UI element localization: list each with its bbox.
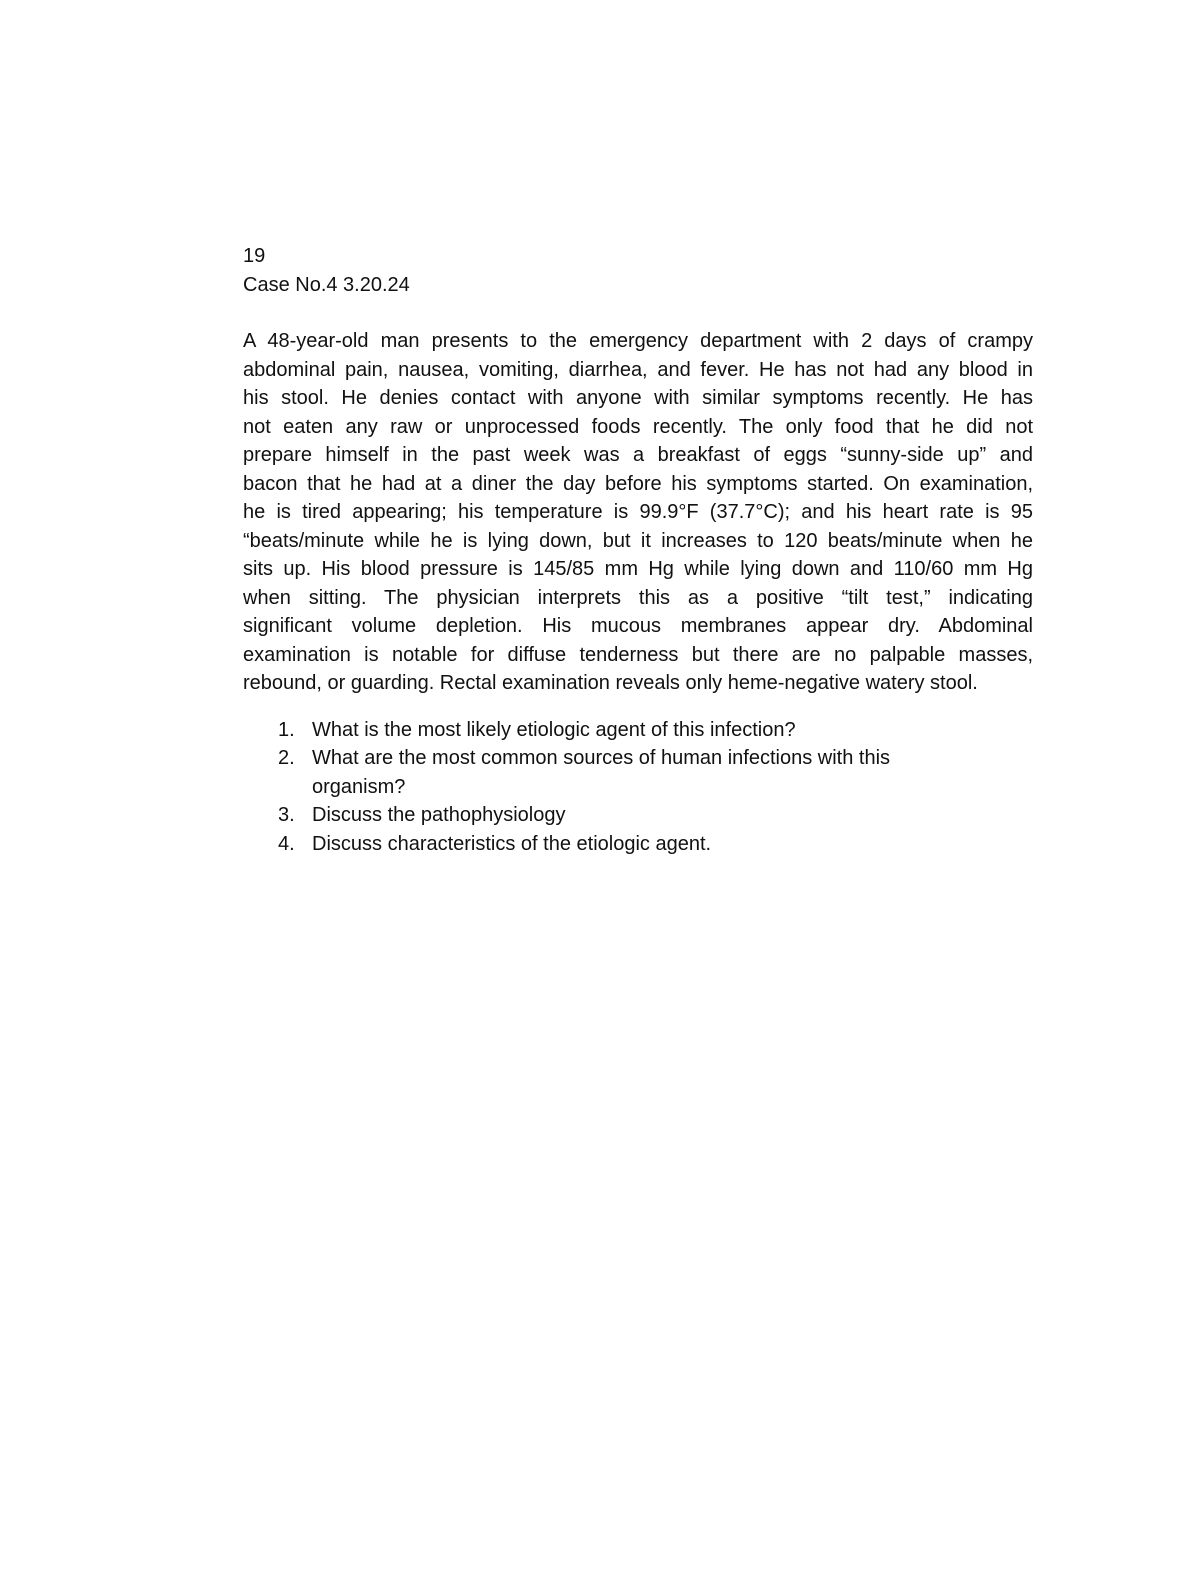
question-number-2: 2. [278, 747, 295, 769]
question-text-2: What are the most common sources of human infections with this organism? [312, 747, 891, 798]
case-line-3: his stool. He denies contact with anyone with similar symptoms recently. He has [243, 387, 1033, 409]
case-line-7: he is tired appearing; his temperature is 99.9°F (37.7°C); and his heart rate is 95 [243, 501, 1033, 523]
case-line-12: examination is notable for diffuse tenderness but there are no palpable masses, [243, 643, 1033, 666]
case-line-13: rebound, or guarding. Rectal examination reveals only heme-negative watery stool. [243, 672, 978, 694]
case-line-5: prepare himself in the past week was a breakfast of eggs “sunny-side up” and [243, 444, 1033, 466]
question-number-3: 3. [278, 804, 295, 826]
case-line-1: A 48-year-old man presents to the emergency department with 2 days of crampy [243, 330, 1033, 352]
case-line-8: “beats/minute while he is lying down, but it increases to 120 beats/minute when he [243, 529, 1033, 552]
case-line-2: abdominal pain, nausea, vomiting, diarrhea, and fever. He has not had any blood in [243, 358, 1033, 381]
question-item-4 [243, 830, 1033, 859]
question-list [243, 716, 1033, 859]
case-line-9: sits up. His blood pressure is 145/85 mm Hg while lying down and 110/60 mm Hg [243, 558, 1033, 580]
question-item-3 [243, 801, 1033, 830]
case-heading: Case No.4 3.20.24 [243, 273, 410, 296]
question-text-3: Discuss the pathophysiology [312, 804, 566, 826]
case-line-11: significant volume depletion. His mucous membranes appear dry. Abdominal [243, 615, 1033, 637]
question-text-4: Discuss characteristics of the etiologic agent. [312, 832, 712, 855]
paragraph-spacer [243, 299, 1033, 327]
question-item-1 [243, 716, 1033, 745]
question-number-1: 1. [278, 718, 295, 741]
case-line-4: not eaten any raw or unprocessed foods recently. The only food that he did not [243, 415, 1033, 438]
case-description [243, 327, 1033, 698]
question-item-2 [243, 744, 1033, 801]
case-content [243, 242, 1033, 858]
case-line-10: when sitting. The physician interprets this as a positive “tilt test,” indicating [243, 586, 1033, 609]
case-line-6: bacon that he had at a diner the day before his symptoms started. On examination, [243, 472, 1033, 495]
page-number: 19 [243, 245, 266, 267]
question-number-4: 4. [278, 832, 295, 855]
question-text-1: What is the most likely etiologic agent of this infection? [312, 718, 796, 741]
